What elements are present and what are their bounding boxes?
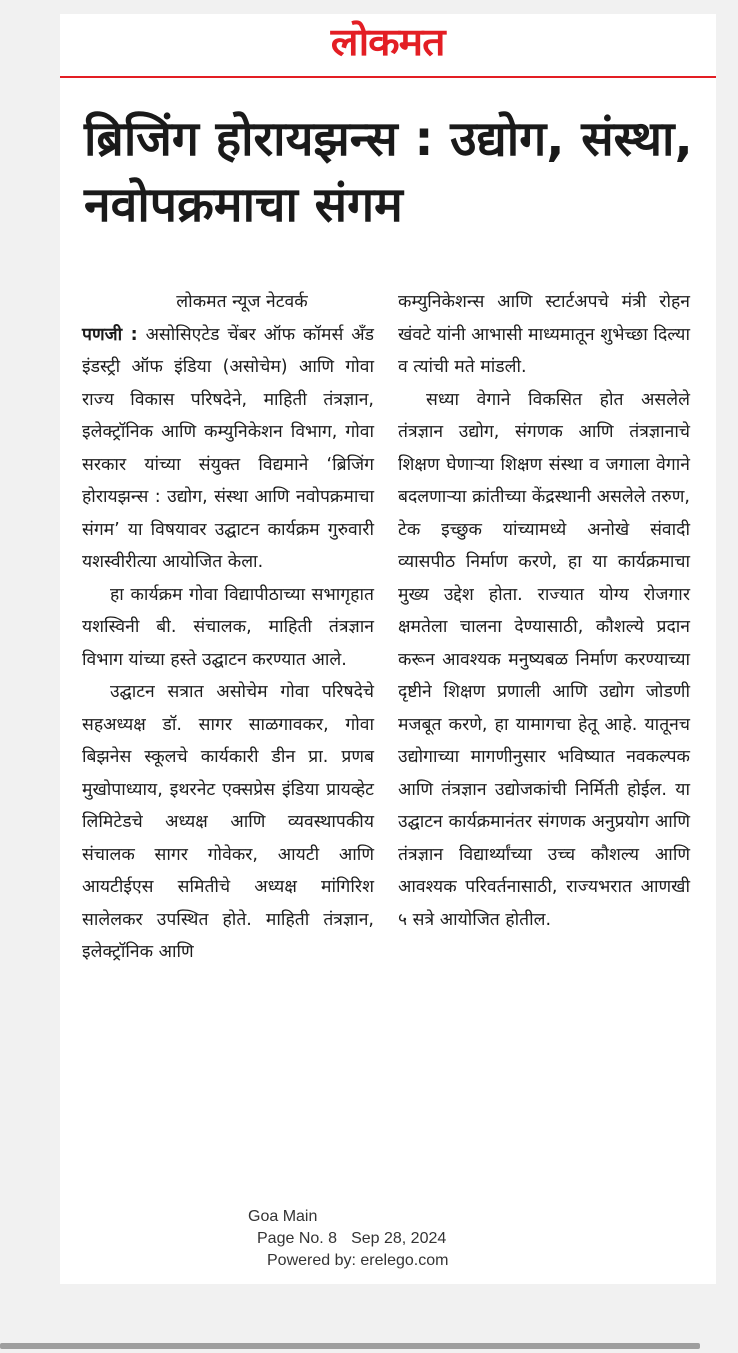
newspaper-clipping <box>60 14 716 1284</box>
article-paragraph: हा कार्यक्रम गोवा विद्यापीठाच्या सभागृहात यशस्विनी बी. संचालक, माहिती तंत्रज्ञान विभाग यांच्या हस्ते उद्घाटन करण्यात आले. <box>82 584 374 670</box>
article-paragraph: उद्घाटन सत्रात असोचेम गोवा परिषदेचे सहअध्यक्ष डॉ. सागर साळगावकर, गोवा बिझनेस स्कूलचे कार्यकारी डीन प्रा. प्रणब मुखोपाध्याय, इथरनेट एक्सप्रेस इंडिया प्रायव्हेट लिमिटेडचे अध्यक्ष आणि व्यवस्थापकीय संचालक सागर गोवेकर, आयटी आणि आयटीईएस समितीचे अध्यक्ष मांगिरिश सालेलकर उपस्थित होते. माहिती तंत्रज्ञान, इलेक्ट्रॉनिक आणि <box>82 682 374 962</box>
article-column-right <box>398 286 690 936</box>
page-number: Page No. 8 <box>257 1230 338 1247</box>
article-paragraph <box>82 319 374 579</box>
powered-by[interactable]: Powered by: erelego.com <box>267 1252 449 1269</box>
article-paragraph: कम्युनिकेशन्स आणि स्टार्टअपचे मंत्री रोहन खंवटे यांनी आभासी माध्यमातून शुभेच्छा दिल्या व त्यांची मते मांडली. <box>398 292 690 377</box>
page-info <box>240 1228 448 1250</box>
article-byline: लोकमत न्यूज नेटवर्क <box>176 292 308 312</box>
lokmat-logo: लोकमत <box>331 20 445 64</box>
article-column-left <box>82 286 374 969</box>
horizontal-scrollbar[interactable] <box>0 1343 700 1349</box>
page-footer <box>240 1206 448 1272</box>
dateline: पणजी : <box>82 324 138 345</box>
article-paragraph: सध्या वेगाने विकसित होत असलेले तंत्रज्ञान उद्योग, संगणक आणि तंत्रज्ञानाचे शिक्षण घेणाऱ्या शिक्षण संस्था व जगाला वेगाने बदलणाऱ्या क्रांतीच्या केंद्रस्थानी असलेले तरुण, टेक इच्छुक यांच्यामध्ये अनोखे संवादी व्यासपीठ निर्माण करणे, हा या कार्यक्रमाचा मुख्य उद्देश होता. राज्यात योग्य रोजगार क्षमतेला चालना देण्यासाठी, कौशल्ये प्रदान करून आवश्यक मनुष्यबळ निर्माण करण्याच्या दृष्टीने शिक्षण प्रणाली आणि उद्योग जोडणी मजबूत करणे, हा यामागचा हेतू आहे. यातूनच उद्योगाच्या मागणीनुसार भविष्यात नवकल्पक आणि तंत्रज्ञान उद्योजकांची निर्मिती होईल. या उद्घाटन कार्यक्रमानंतर संगणक अनुप्रयोग आणि तंत्रज्ञान विद्यार्थ्यांच्या उच्च कौशल्य आणि आवश्यक परिवर्तनासाठी, राज्यभरात आणखी ५ सत्रे आयोजित होतील. <box>398 389 690 930</box>
edition-name: Goa Main <box>248 1208 318 1225</box>
publish-date: Sep 28, 2024 <box>351 1230 447 1247</box>
article-headline: ब्रिजिंग होरायझन्स : उद्योग, संस्था, नवोपक्रमाचा संगम <box>84 111 693 233</box>
paragraph-text: असोसिएटेड चेंबर ऑफ कॉमर्स अँड इंडस्ट्री ऑफ इंडिया (असोचेम) आणि गोवा राज्य विकास परिषदेने, माहिती तंत्रज्ञान, इलेक्ट्रॉनिक आणि कम्युनिकेशन विभाग, गोवा सरकार यांच्या संयुक्त विद्यमाने ‘ब्रिजिंग होरायझन्स : उद्योग, संस्था आणि नवोपक्रमाचा संगम’ या विषयावर उद्घाटन कार्यक्रम गुरुवारी यशस्वीरीत्या आयोजित केला. <box>82 324 375 572</box>
masthead <box>60 14 716 78</box>
masthead-rule <box>60 76 716 78</box>
